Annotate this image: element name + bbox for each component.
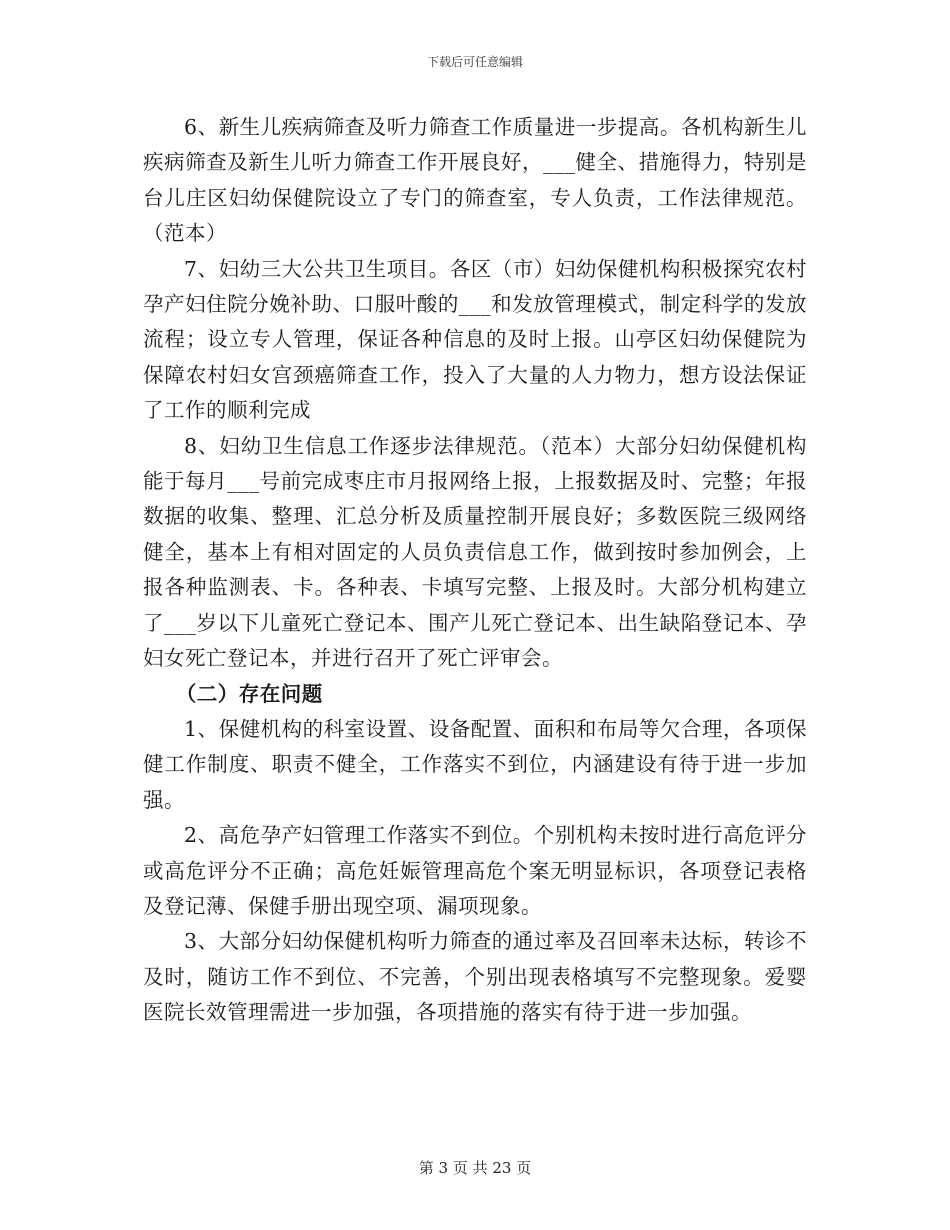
paragraph-item-6: 6、新生儿疾病筛查及听力筛查工作质量进一步提高。各机构新生儿疾病筛查及新生儿听力筛查工作开展良好，___健全、措施得力，特别是台儿庄区妇幼保健院设立了专门的筛查室，专人负责，工作法律规范。（范本）: [143, 115, 807, 246]
issue-item-3: 3、大部分妇幼保健机构听力筛查的通过率及召回率未达标，转诊不及时，随访工作不到位、不完善，个别出现表格填写不完整现象。爱婴医院长效管理需进一步加强，各项措施的落实有待于进一步加强。: [143, 929, 807, 1025]
paragraph-item-8: 8、妇幼卫生信息工作逐步法律规范。（范本）大部分妇幼保健机构能于每月___号前完成枣庄市月报网络上报，上报数据及时、完整；年报数据的收集、整理、汇总分析及质量控制开展良好；多数医院三级网络健全，基本上有相对固定的人员负责信息工作，做到按时参加例会，上报各种监测表、卡。各种表、卡填写完整、上报及时。大部分机构建立了___岁以下儿童死亡登记本、围产儿死亡登记本、出生缺陷登记本、孕妇女死亡登记本，并进行召开了死亡评审会。: [143, 433, 807, 671]
page-header: 下载后可任意编辑: [426, 55, 523, 69]
document-body: [143, 110, 807, 1031]
page-number: 第 3 页 共 23 页: [418, 1159, 532, 1177]
issue-item-2: 2、高危孕产妇管理工作落实不到位。个别机构未按时进行高危评分或高危评分不正确；高危妊娠管理高危个案无明显标识，各项登记表格及登记薄、保健手册出现空项、漏项现象。: [143, 823, 807, 918]
paragraph-item-7: 7、妇幼三大公共卫生项目。各区（市）妇幼保健机构积极探究农村孕产妇住院分娩补助、口服叶酸的___和发放管理模式，制定科学的发放流程；设立专人管理，保证各种信息的及时上报。山亭区妇幼保健院为保障农村妇女宫颈癌筛查工作，投入了大量的人力物力，想方设法保证了工作的顺利完成: [143, 256, 807, 423]
issue-item-1: 1、保健机构的科室设置、设备配置、面积和布局等欠合理，各项保健工作制度、职责不健全，工作落实不到位，内涵建设有待于进一步加强。: [143, 716, 807, 812]
section-heading: （二）存在问题: [175, 681, 323, 706]
